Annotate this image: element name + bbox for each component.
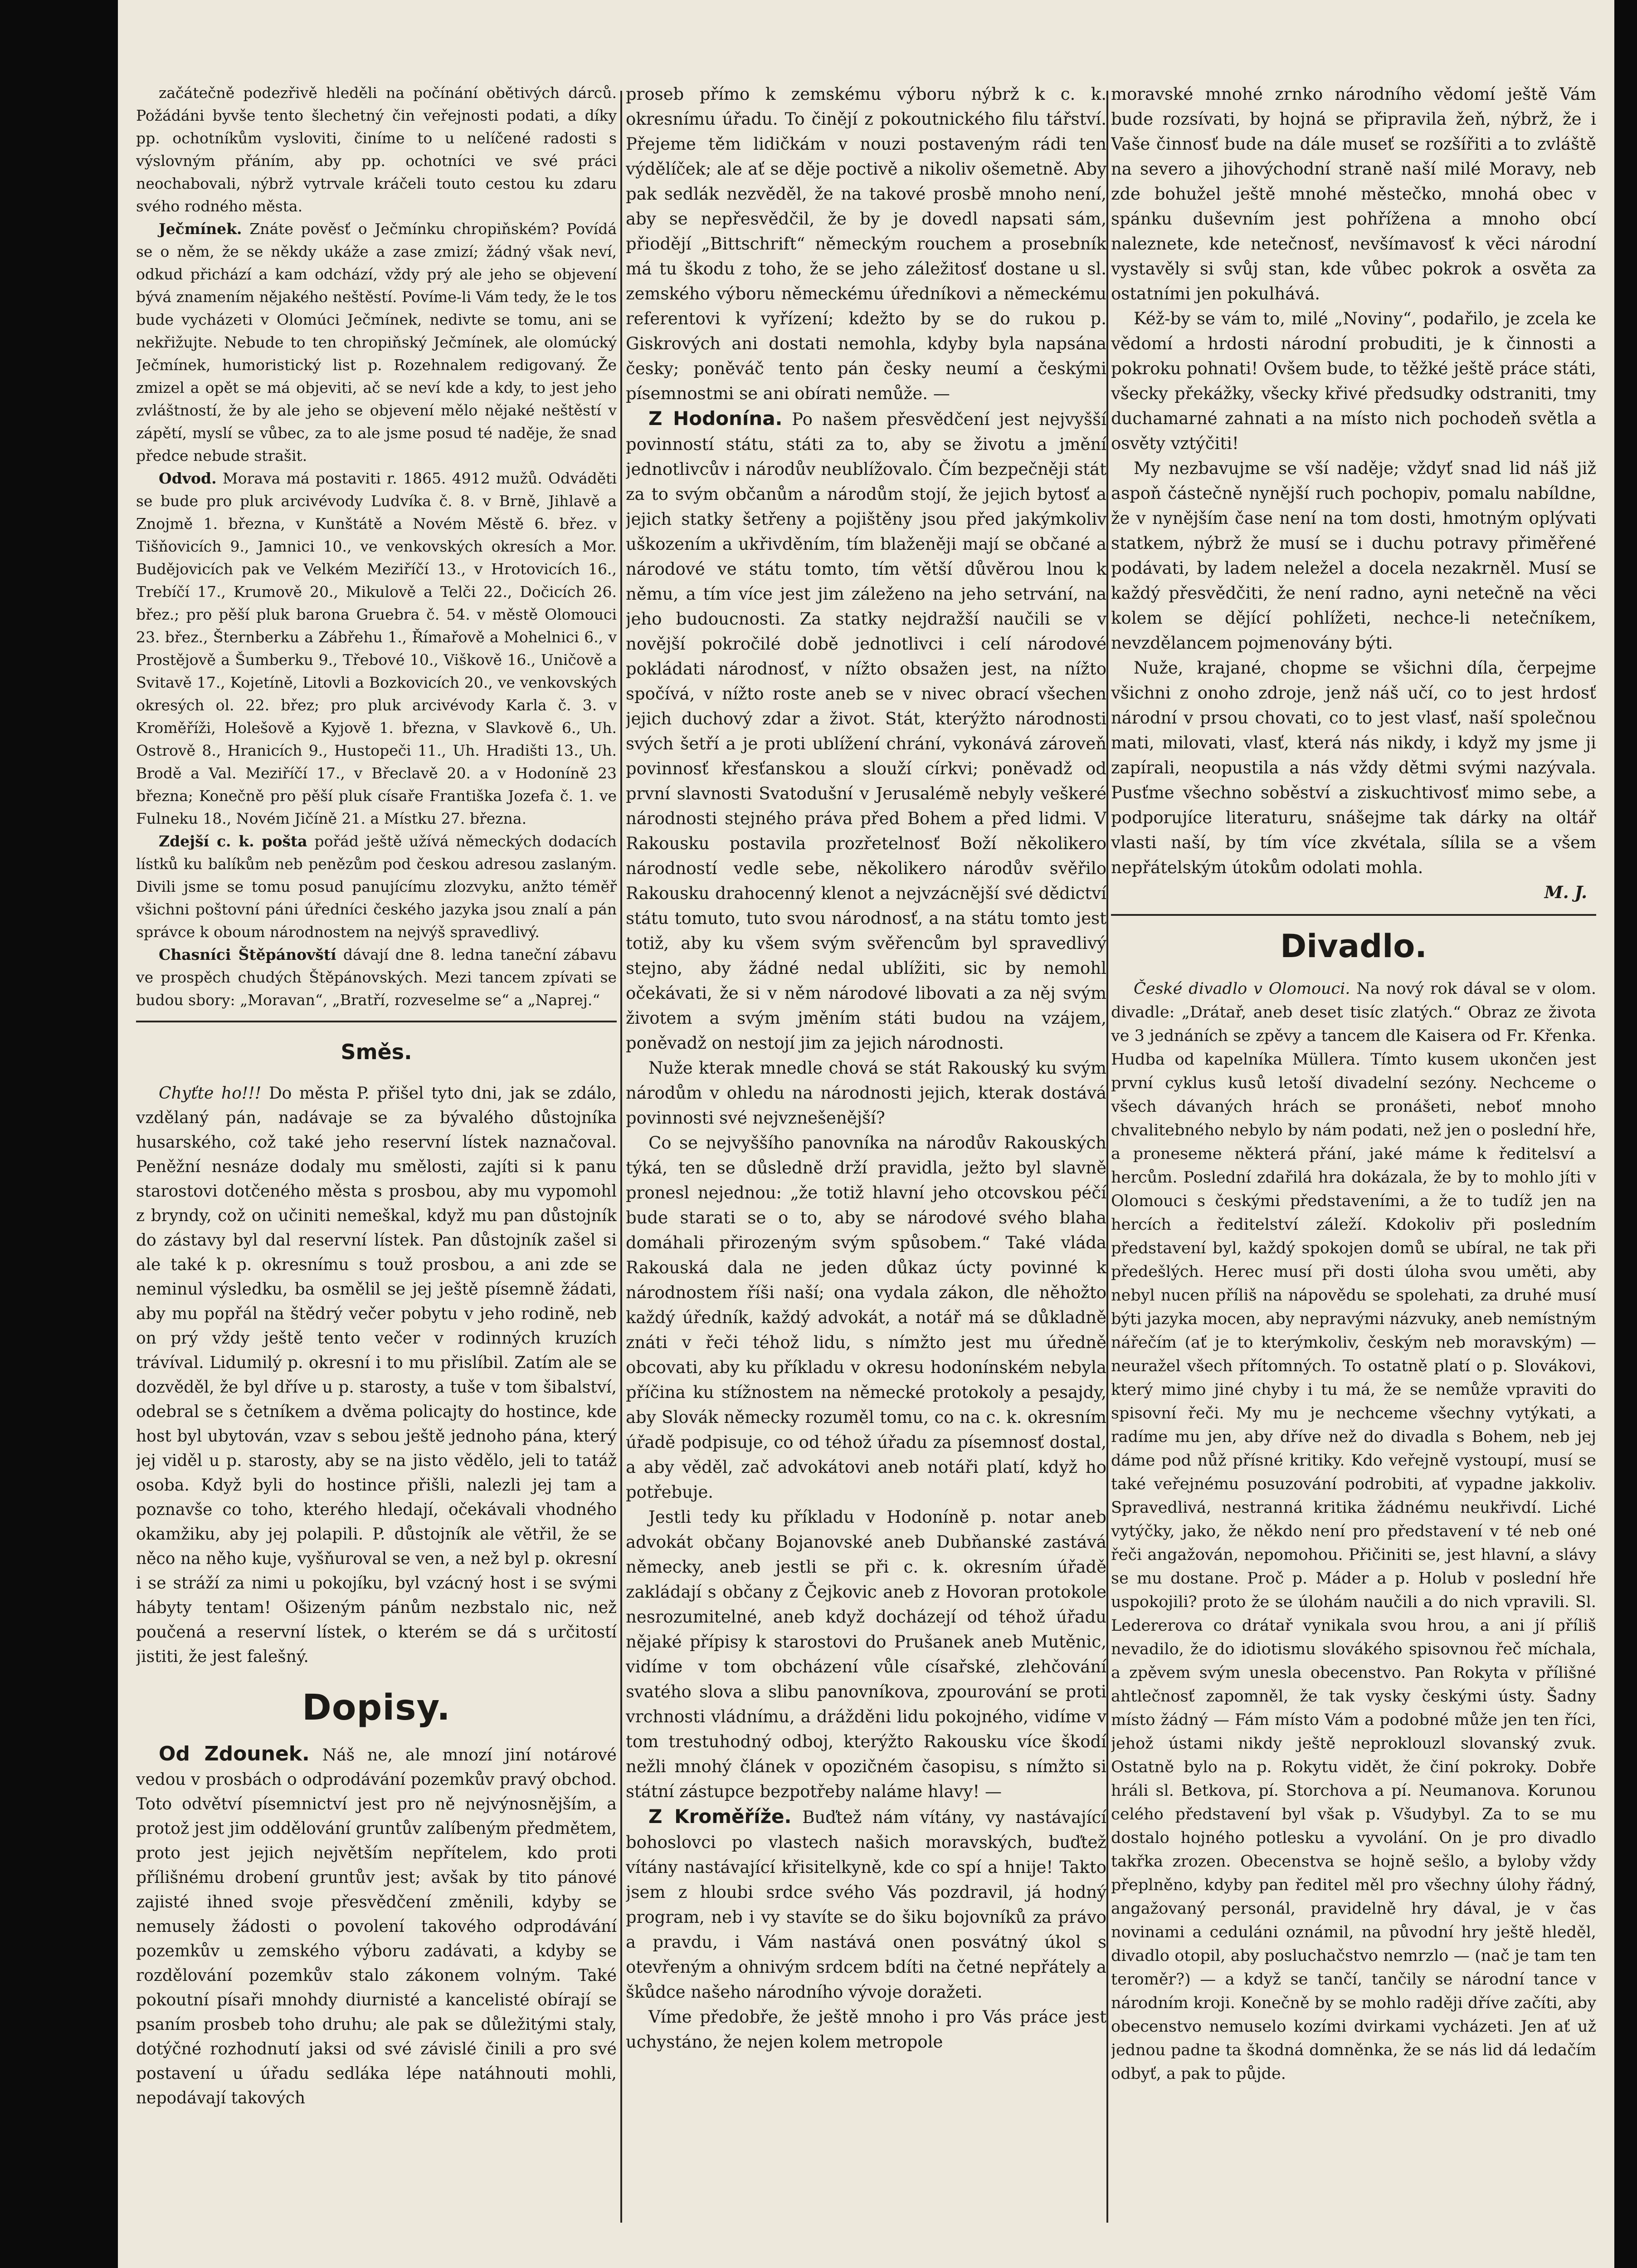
kromeriz-text: Buďtež nám vítány, vy nastávající bohoslovci po vlastech našich moravských, buďtež vítány nastávající křisitelkyně, kde co spí a hnije! Takto jsem z hloubi srdce svého Vás pozdravil, já hodný program, neb i vy stavíte se do šiku bojovníků za právo a pravdu, i Vám nastává onen posvátný úkol s otevřeným a ohnivým srdcem bdíti na četné nepřátely a škůdce našeho národního vývoje doražeti. [626, 1808, 1106, 2002]
smes-paragraph [136, 1081, 617, 1669]
intro-paragraph: začátečně podezřivě hleděli na počínání obětivých dárců. Požádáni byvše tento šlechetný čin veřejnosti podati, a díky pp. ochotníkům vysloviti, činíme to u nelíčené radosti s výslovným přáním, aby pp. ochotníci ve své práci neochabovali, nýbrž vytrvale kráčeli touto cestou ku zdaru svého rodného města. [136, 84, 617, 215]
odvod-text: Morava má postaviti r. 1865. 4912 mužů. Odváděti se bude pro pluk arcivévody Ludvíka č. 8. v Brně, Jihlavě a Znojmě 1. března, v Kunštátě a Novém Městě 6. břez. v Tišňovicích 9., Jamnici 10., ve venkovských okresích a Mor. Budějovicích pak ve Velkém Meziříčí 13., v Hrotovicích 16., Trebíčí 17., Krumově 20., Mikulově a Telči 22., Dočicích 26. břez.; pro pěší pluk barona Gruebra č. 54. v městě Olomouci 23. břez., Šternberku a Zábřehu 1., Římařově a Mohelnici 6., v Prostějově a Šumberku 9., Třebové 10., Viškově 16., Uničově a Svitavě 17., Kojetíně, Litovli a Bozkovicích 20., ve venkovských okresých ol. 22. břez; pro pluk arcivévody Karla č. 3. v Kroměříži, Holešově a Kyjově 1. března, v Slavkově 6., Uh. Ostrově 8., Hranicích 9., Hustopeči 11., Uh. Hradišti 13., Uh. Brodě a Val. Meziříčí 17., v Břeclavě 20. a v Hodoníně 23 března; Konečně pro pěší pluk císaře Františka Jozefa č. 1. ve Fulneku 18., Novém Jičíně 21. a Místku 27. března. [136, 469, 617, 827]
section-divider-2 [1111, 914, 1596, 916]
smes-lead: Chyťte ho!!! [159, 1084, 262, 1103]
column-rule-1 [620, 91, 622, 2223]
right-scan-border [1614, 0, 1637, 2268]
chasnici-paragraph [136, 943, 617, 1012]
col2-paragraph-5: Jestli tedy ku příkladu v Hodoníně p. notar aneb advokát občany Bojanovské aneb Dubňanské zastává německy, aneb jestli se při c. k. okresním úřadě zakládají s občany z Čejkovic aneb z Hovoran protokole nesrozumitelné, aneb když docházejí od téhož úřadu nějaké přípisy k starostovi do Prušanek aneb Mutěnic, vidíme v tom obcházení vůle císařské, zlehčování svatého slova a slibu panovníkova, zpourování se proti vrchnosti vládnímu, a drážděni lidu pokojného, vidíme v tom trestuhodný odboj, kterýžto Rakousku více škodí nežli mnohý článek v opozičném časopisu, s nímžto si státní zástupce bezpotřeby naláme hlavy! — [626, 1507, 1106, 1801]
hodonin-lead: Z Hodonína. [648, 407, 783, 430]
divadlo-paragraph [1111, 977, 1596, 2086]
column-rule-2 [1106, 91, 1108, 2223]
article-signature: M. J. [1544, 882, 1587, 902]
col2-paragraph-7: Víme předobře, že ještě mnoho i pro Vás práce jest uchystáno, že nejen kolem metropole [626, 2007, 1106, 2052]
kromeriz-lead: Z Kroměříže. [648, 1805, 792, 1828]
divadlo-heading: Divadlo. [1280, 928, 1427, 965]
column-3 [1111, 82, 1596, 2223]
col2-continuation: proseb přímo k zemskému výboru nýbrž k c. k. okresnímu úřadu. To činějí z pokoutnického filu tářství. Přejeme těm lidičkám v nouzi postaveným rádi ten výdělíček; ale ať se děje poctivě a nikoliv ošemetně. Aby pak sedlák nezvěděl, že na takové prosbě mnoho není, aby se nepřesvědčil, že by je dovedl napsati sám, přiodějí „Bittschrift“ německým rouchem a prosebník má tu škodu z toho, že se jeho záležitosť dostane u sl. zemského výboru německému úředníkovi a německému referentovi k vyřízení; kdežto by se do rukou p. Giskrových ani dostati nemohla, kdyby byla napsána česky; poněváč tento pán česky neumí a českými písemnostmi se ani obírati nemůže. — [626, 84, 1106, 403]
column-1 [136, 82, 617, 2223]
kromeriz-paragraph [626, 1804, 1106, 2004]
column-2 [626, 82, 1106, 2223]
hodonin-paragraph [626, 406, 1106, 1056]
jecminek-lead: Ječmínek. [159, 220, 242, 238]
smes-text: Do města P. přišel tyto dni, jak se zdálo, vzdělaný pán, nadávaje se za bývalého důstojníka husarského, což také jeho reservní lístek naznačoval. Peněžní nesnáze dodaly mu smělosti, zajíti si k panu starostovi dotčeného města s prosbou, aby mu vypomohl z bryndy, což on učiniti nemeškal, když mu pan důstojník do zástavy byl dal reservní lístek. Pan důstojník zašel si ale také k p. okresnímu s touž prosbou, a ani zde se neminul výsledku, ba osmělil se jej ještě písemně žádati, aby mu popřál na štědrý večer pobytu v jeho rodině, neb on prý vždy ještě tento večer v rodinných kruzích trávíval. Lidumilý p. okresní i to mu přislíbil. Zatím ale se dozvěděl, že byl dříve u p. starosty, a tuše v tom šibalství, odebral se s četníkem a dvěma policajty do hostince, kde host byl ubytován, vzav s sebou ještě jednoho pána, který jej viděl u p. starosty, aby se na jisto vědělo, jeli to tatáž osoba. Když byli do hostince přišli, nalezli jej tam a poznavše co toho, kterého hledají, očekávali vhodného okamžiku, aby jej polapili. P. důstojník ale větřil, že se něco na něho kuje, vyšňuroval se ven, a než byl p. okresní i se stráží za nimi u pokojíku, byl vzácný host i se svými hábyty tentam! Ošizeným pánům nezbstalo nic, než poučená a reservní lístek, o kterém se dá s určitostí jistiti, že jest falešný. [136, 1084, 617, 1666]
zdounek-lead: Od Zdounek. [159, 1742, 310, 1765]
zdounek-text: Náš ne, ale mnozí jiní notárové vedou v prosbách o odprodávání pozemkův pravý obchod. Toto odvětví písemnictví jest pro ně nejvýnosnějším, a protož jest jim oddělování gruntův zalíbeným předmětem, proto jest jejich největším nepřítelem, kdo proti přílišnému drobení gruntův jest; avšak by tito pánové zajisté ihned svoje přesvědčení změnili, kdyby se nemusely žádosti o povolení takového odprodávání pozemkův u zemského výboru zadávati, a kdyby se rozdělování pozemkův stalo zákonem volným. Také pokoutní písaři mnohdy diurnisté a kancelisté obírají se psaním prosbeb toho druhu; ale pak se důležitými staly, dotýčné rozhodnutí jaksi od své závislé činili a pro své postavení u úřadu sedláka lépe natáhnouti mohli, nepodávají takových [136, 1746, 617, 2107]
col3-paragraph-4: Nuže, krajané, chopme se všichni díla, čerpejme všichni z onoho zdroje, jenž náš učí, co to jest hrdosť národní v prsou chovati, co to jest vlasť, naší společnou mati, milovati, vlasť, která nás nikdy, i když my jsme ji zapírali, neopustila a nás vždy dětmi svými nazývala. Pusťme všechno soběství a ziskuchtivosť mimo sebe, a podporujíce literaturu, snášejme tak dárky na oltář vlasti naší, by tím více zkvétala, sílila se a všem nepřátelským útokům odolati mohla. [1111, 658, 1596, 877]
col3-continuation: moravské mnohé zrnko národního vědomí ještě Vám bude rozsívati, by hojná se připravila žeň, nýbrž, že i Vaše činnosť bude na dále museť se rozšířiti a to zvláště na severo a jihovýchodní straně naší milé Moravy, neb zde bohužel ještě mnohé městečko, mnohá obec v spánku duševním jest pohřížena a mnoho obcí naleznete, kde netečnosť, nevšímavosť k věci národní vystavěly si svůj stan, kde vůbec pokrok a osvěta za ostatními jen pokulhává. [1111, 84, 1596, 303]
jecminek-text: Znáte pověsť o Ječmínku chropiňském? Povídá se o něm, že se někdy ukáže a zase zmizí; žádný však neví, odkud přichází a kam odchází, vždy prý ale jeho se objevení bývá znamením nějakého neštěstí. Povíme-li Vám tedy, že le tos bude vycházeti v Olomúci Ječmínek, nedivte se tomu, ani se nekřižujte. Nebude to ten chropiňský Ječmínek, ale olomúcký Ječmínek, humoristický list p. Rozehnalem redigovaný. Že zmizel a opět se má objeviti, ač se neví kde a kdy, to jest jeho zvláštností, že by ale jeho se objevení mělo nějaké neštěstí v zápětí, myslí se vůbec, za to ale jsme posud té naděje, že snad předce nebude strašit. [136, 220, 617, 464]
col2-paragraph-3: Nuže kterak mnedle chová se stát Rakouský ku svým národům v ohledu na národnosti jejich, kterak dostává povinnosti své nejvznešenější? [626, 1058, 1106, 1128]
posta-text: pořád ještě užívá německých dodacích lístků ku balíkům neb penězům pod českou adresou zaslaným. Divili jsme se tomu posud panujícímu zlozvyku, anžto téměř všichni poštovní páni úředníci českého jazyka jsou znalí a pán správce k oboum národnostem na nejvýš spravedlivý. [136, 832, 617, 941]
divadlo-text: Na nový rok dával se v olom. divadle: „Drátař, aneb deset tisíc zlatých.“ Obraz ze života ve 3 jednáních se zpěvy a tancem dle Kaisera od Fr. Křenka. Hudba od kapelníka Müllera. Tímto kusem ukončen jest první cyklus kusů letoší divadelní sezóny. Nechceme o všech dávaných hrách se pronášeti, neboť mnoho chvalitebného nebylo by nám podati, než jen o poslední hře, a proneseme některá přání, jaké máme k ředitelsví a hercům. Poslední zdařilá hra dokázala, že by to mohlo jíti v Olomouci s českými představeními, a že to tudíž jen na hercích a ředitelství záleží. Kdokoliv při posledním představení byl, každý spokojen domů se ubíral, ne tak při předešlých. Herec musí při dosti úloha svou uměti, aby nebyl nucen příliš na nápovědu se spolehati, za druhé musí býti jazyka mocen, aby nepravými názvuky, aneb nemístným nářečím (ať je to kterýmkoliv, českým neb moravským) — neuražel všech přítomných. To ostatně platí o p. Slovákovi, který mimo jiné chyby i tu má, že se nemůže vpraviti do spisovní řeči. My mu je nechceme všechny vytýkati, a radíme mu jen, aby dříve než do divadla s Bohem, neb jej dáme pod nůž přísné kritiky. Kdo veřejně vystoupí, musí se také veřejnému posuzování podrobiti, ať vypadne jakkoliv. Spravedlivá, nestranná kritika žádnému neukřivdí. Liché vytýčky, jako, že někdo není pro představení v té neb oné řeči angažován, nepomohou. Přičiniti se, jest hlavní, a slávy se mu dostane. Proč p. Máder a p. Holub v poslední hře uspokojili? proto že se úlohám naučili a do nich vpravili. Sl. Ledererova co drátař vynikala svou hrou, a ani jí příliš nevadilo, že do idiotismu slovákého spisovnou řeč míchala, a zpěvem svým unesla obecenstvo. Pan Rokyta v přílišné ahtlečnosť zapomněl, že tak vysky českými ústy. Šadny místo žádný — Fám místo Vám a podobné může jen ten říci, jehož ústami nikdy ještě neproklouzl slovanský zvuk. Ostatně bylo na p. Rokytu vidět, že činí pokroky. Dobře hráli sl. Betkova, pí. Storchova a pí. Neumanova. Korunou celého představení byl však p. Všudybyl. Za to se mu dostalo hojného potlesku a vyvolání. On je pro divadlo takřka zrozen. Obecenstva se hojně sešlo, a byloby vždy přeplněno, kdyby pan ředitel měl pro všechny úlohy řádný, angažovaný personál, pravidelně hry dával, je v čas novinami a ceduláni oznámil, na původní hry ještě hleděl, divadlo otopil, aby posluchačstvo nemrzlo — (nač je tam ten teroměr?) — a když se tančí, tančily se národní tance v národním kroji. Konečně by se mohlo raději dříve začíti, aby obecenstvo nemuselo kozími dvirkami vycházeti. Jen ať už jednou padne ta škodná domněnka, že se nás lid dá ledačím odbyť, a pak to půjde. [1111, 980, 1596, 2083]
odvod-paragraph [136, 467, 617, 830]
col3-paragraph-2: Kéž-by se vám to, milé „Noviny“, podařilo, je zcela ke vědomí a hrdosti národní probuditi, je k činnosti a pokroku pohnati! Ovšem bude, to těžké ještě práce státi, všecky překážky, všecky křivé předsudky odstraniti, tmy duchamarné zahnati a na místo nich pochodeň světla a osvěty vztýčiti! [1111, 309, 1596, 453]
section-divider [136, 1021, 617, 1022]
zdounek-paragraph [136, 1742, 617, 2111]
hodonin-text: Po našem přesvědčení jest nejvyšší povinností státu, státi za to, aby se životu a jmění jednotlivcův i národův neublížovalo. Čím bezpečněji stát za to svým občanům a národům stojí, že jejich bytosť a jejich statky šetřeny a pojištěny jsou před jakýmkoliv uškozením a ukřivděním, tím blaženěji mají se občané a národové ve státu tomto, tím větší důvěrou lnou k němu, a tím více jest jim záleženo na jeho setrvání, na jeho budoucnosti. Za statky nejdražší naučili se v novější pokročilé době jednotlivci i celí národové pokládati národnosť, v nížto obsažen jest, na nížto spočívá, v nížto roste aneb se v nivec obrací všechen jejich duchový zdar a život. Stát, kterýžto národnosti svých šetří a je proti ublížení chrání, vykonává zároveň povinnosť křesťanskou a slouží církvi; poněvadž od první slavnosti Svatodušní v Jerusalémě nebyly veškeré národnosti stejného práva před Bohem a před lidmi. V Rakousku postavila prozřetelnosť Boží několikero národností vedle sebe, několikero národův svěřilo Rakousku drahocenný klenot a nejvzácnější své dědictví státu tomuto, tuto svou národnosť, a na státu tomto jest totiž, aby ku všem svým svěřencům byl spravedlivý stejno, aby žádné nedal ublížiti, sic by nemohl očekávati, že si v něm národové libovati a za něj svým životem a svým jměním státi budou na vzájem, poněvadž on nestojí jim za jejich národnosti. [626, 410, 1106, 1053]
smes-heading: Směs. [341, 1040, 412, 1064]
posta-paragraph [136, 830, 617, 943]
odvod-lead: Odvod. [159, 469, 217, 487]
chasnici-lead: Chasníci Štěpánovští [159, 946, 336, 963]
left-scan-border [0, 0, 118, 2268]
col2-paragraph-4: Co se nejvyššího panovníka na národův Rakouských týká, ten se důsledně drží pravidla, ježto byl slavně pronesl nejednou: „že totiž hlavní jeho otcovskou péčí bude starati se o to, aby se národové svého blaha domáhali přirozeným svým spůsobem.“ Také vláda Rakouská dala ne jeden důkaz úcty povinné k národnostem říši naší; ona vydala zákon, dle něhožto každý úředník, každý advokát, a notář má se důkladně znáti v řeči téhož lidu, s nímžto jest mu úředně obcovati, aby ku příkladu v okresu hodonínském nebyla příčina ku stížnostem na německé protokoly a pesajdy, aby Slovák německy rozuměl tomu, co na c. k. okresním úřadě podpisuje, co od téhož úřadu za písemnosť dostal, a aby věděl, zač advokátovi aneb notáři platí, když ho potřebuje. [626, 1133, 1106, 1502]
divadlo-lead: České divadlo v Olomouci. [1134, 980, 1350, 998]
col3-paragraph-3: My nezbavujme se vší naděje; vždyť snad lid náš již aspoň částečně nynější ruch pochopiv, pomalu nabíldne, že v nynějším čase není na tom dosti, hmotným oplývati statkem, nýbrž že musí se i duchu potravy přiměřené podávati, by ladem neležel a docela nezakrněl. Musí se každý přesvědčiti, že není radno, ayni netečně na věci kolem se dějící pohlížeti, nechce-li netečníkem, nevzdělancem pojmenovány býti. [1111, 459, 1596, 653]
chasnici-text: dávají dne 8. ledna taneční zábavu ve prospěch chudých Štěpánovských. Mezi tancem zpívati se budou sbory: „Moravan“, „Bratří, rozveselme se“ a „Naprej.“ [136, 946, 617, 1009]
jecminek-paragraph [136, 218, 617, 467]
posta-lead: Zdejší c. k. pošta [159, 832, 307, 850]
dopisy-heading: Dopisy. [302, 1687, 451, 1728]
